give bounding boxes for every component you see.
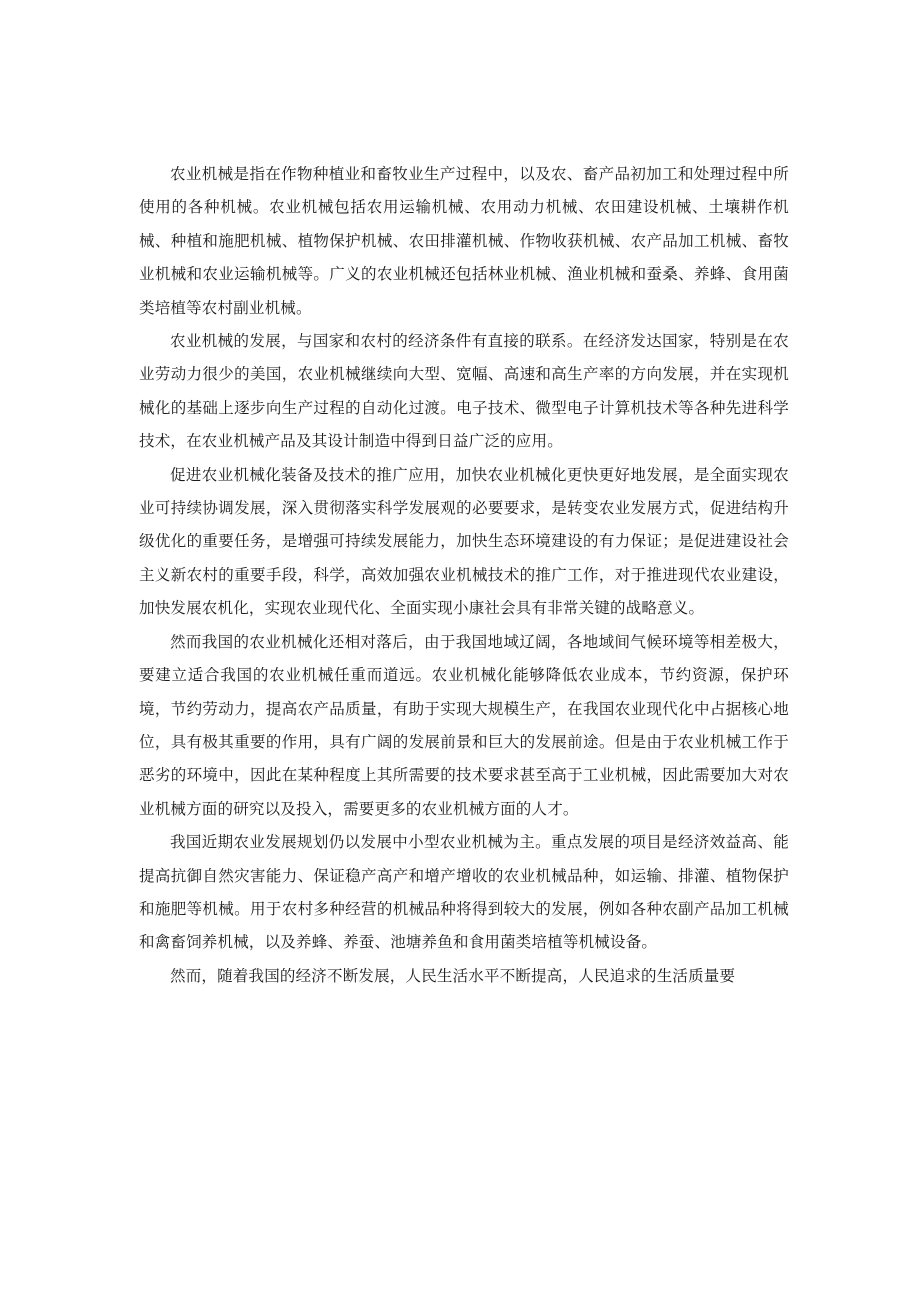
paragraph-continuation: 然而，随着我国的经济不断发展，人民生活水平不断提高，人民追求的生活质量要 (170, 966, 736, 985)
document-body (139, 158, 789, 993)
paragraph-current-status: 然而我国的农业机械化还相对落后，由于我国地域辽阔，各地域间气候环境等相差极大，要建立适合我国的农业机械任重而道远。农业机械化能够降低农业成本，节约资源，保护环境，节约劳动力，提高农产品质量，有助于实现大规模生产，在我国农业现代化中占据核心地位，具有极其重要的作用，具有广阔的发展前景和巨大的发展前途。但是由于农业机械工作于恶劣的环境中，因此在某种程度上其所需要的技术要求甚至高于工业机械，因此需要加大对农业机械方面的研究以及投入，需要更多的农业机械方面的人才。 (139, 632, 789, 818)
paragraph-planning: 我国近期农业发展规划仍以发展中小型农业机械为主。重点发展的项目是经济效益高、能提高抗御自然灾害能力、保证稳产高产和增产增收的农业机械品种，如运输、排灌、植物保护和施肥等机械。用于农村多种经营的机械品种将得到较大的发展，例如各种农副产品加工机械和禽畜饲养机械，以及养蜂、养蚕、池塘养鱼和食用菌类培植等机械设备。 (139, 833, 789, 952)
paragraph-definition: 农业机械是指在作物种植业和畜牧业生产过程中，以及农、畜产品初加工和处理过程中所使用的各种机械。农业机械包括农用运输机械、农用动力机械、农田建设机械、土壤耕作机械、种植和施肥机械、植物保护机械、农田排灌机械、作物收获机械、农产品加工机械、畜牧业机械和农业运输机械等。广义的农业机械还包括林业机械、渔业机械和蚕桑、养蜂、食用菌类培植等农村副业机械。 (139, 165, 789, 317)
paragraph-promotion: 促进农业机械化装备及技术的推广应用，加快农业机械化更快更好地发展，是全面实现农业可持续协调发展，深入贯彻落实科学发展观的必要要求，是转变农业发展方式，促进结构升级优化的重要任务，是增强可持续发展能力，加快生态环境建设的有力保证；是促进建设社会主义新农村的重要手段，科学，高效加强农业机械技术的推广工作，对于推进现代农业建设，加快发展农机化，实现农业现代化、全面实现小康社会具有非常关键的战略意义。 (139, 465, 789, 618)
paragraph-development: 农业机械的发展，与国家和农村的经济条件有直接的联系。在经济发达国家，特别是在农业劳动力很少的美国，农业机械继续向大型、宽幅、高速和高生产率的方向发展，并在实现机械化的基础上逐步向生产过程的自动化过渡。电子技术、微型电子计算机技术等各种先进科学技术，在农业机械产品及其设计制造中得到日益广泛的应用。 (139, 332, 789, 451)
